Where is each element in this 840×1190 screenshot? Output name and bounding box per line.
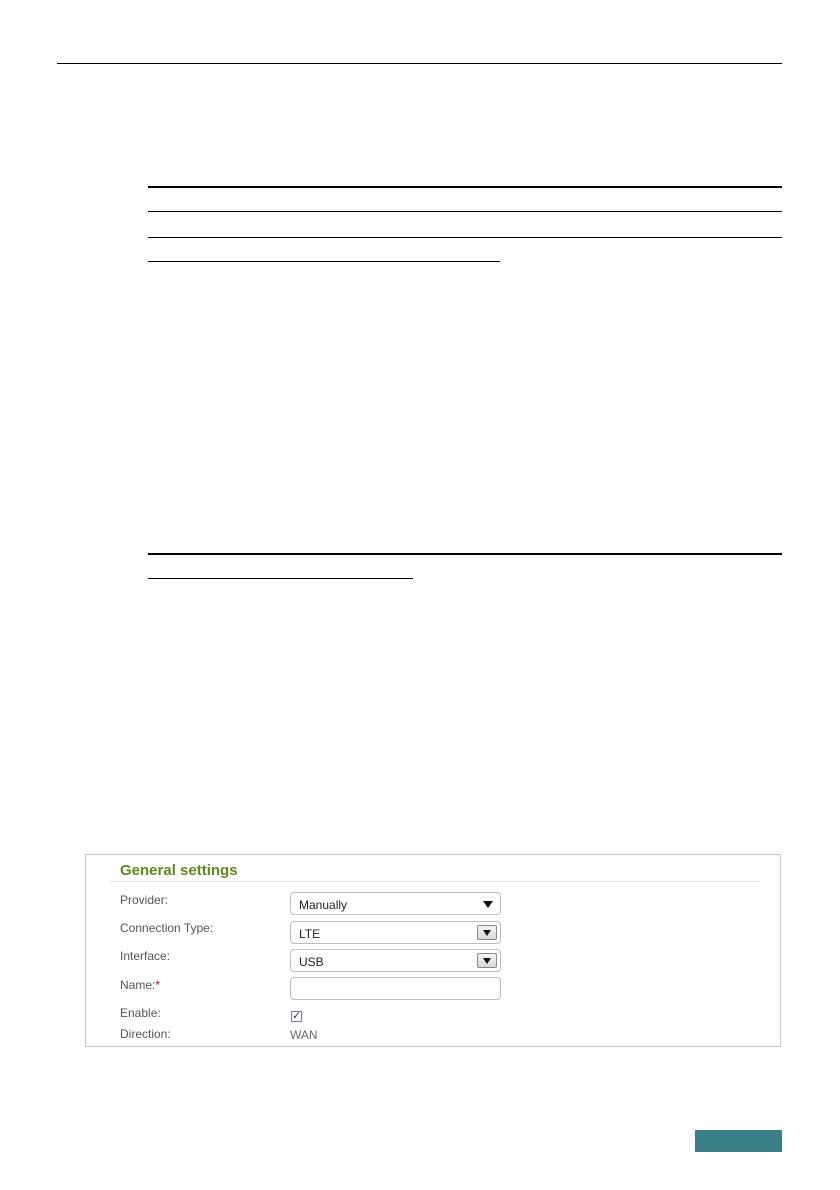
table-rule (148, 237, 782, 238)
interface-value: USB (299, 955, 324, 969)
table-rule (148, 261, 500, 262)
dropdown-arrow-icon (483, 901, 493, 908)
page-number-tab (695, 1130, 782, 1152)
dropdown-button-icon[interactable] (477, 953, 497, 968)
interface-select[interactable] (290, 949, 501, 972)
connection-type-select[interactable] (290, 921, 501, 944)
enable-checkbox[interactable] (291, 1011, 302, 1022)
required-mark: * (155, 978, 161, 992)
name-label (120, 978, 160, 992)
table-rule (148, 186, 782, 188)
name-input[interactable] (290, 977, 501, 1000)
direction-value: WAN (290, 1028, 318, 1042)
checkmark-icon: ✓ (292, 1010, 302, 1022)
dropdown-button-icon[interactable] (477, 925, 497, 940)
interface-label: Interface: (120, 949, 171, 963)
enable-label: Enable: (120, 1006, 161, 1020)
connection-type-value: LTE (299, 927, 321, 941)
table-rule (148, 211, 782, 212)
direction-label: Direction: (120, 1027, 171, 1041)
general-settings-panel (85, 854, 781, 1047)
panel-divider (110, 881, 760, 882)
provider-value: Manually (299, 898, 348, 912)
header-rule (57, 63, 782, 64)
connection-type-label: Connection Type: (120, 921, 214, 935)
name-label-text: Name: (120, 978, 156, 992)
table-rule (148, 578, 413, 579)
panel-title: General settings (120, 862, 238, 879)
provider-select[interactable] (290, 892, 501, 915)
provider-label: Provider: (120, 893, 169, 907)
table-rule (148, 553, 782, 555)
